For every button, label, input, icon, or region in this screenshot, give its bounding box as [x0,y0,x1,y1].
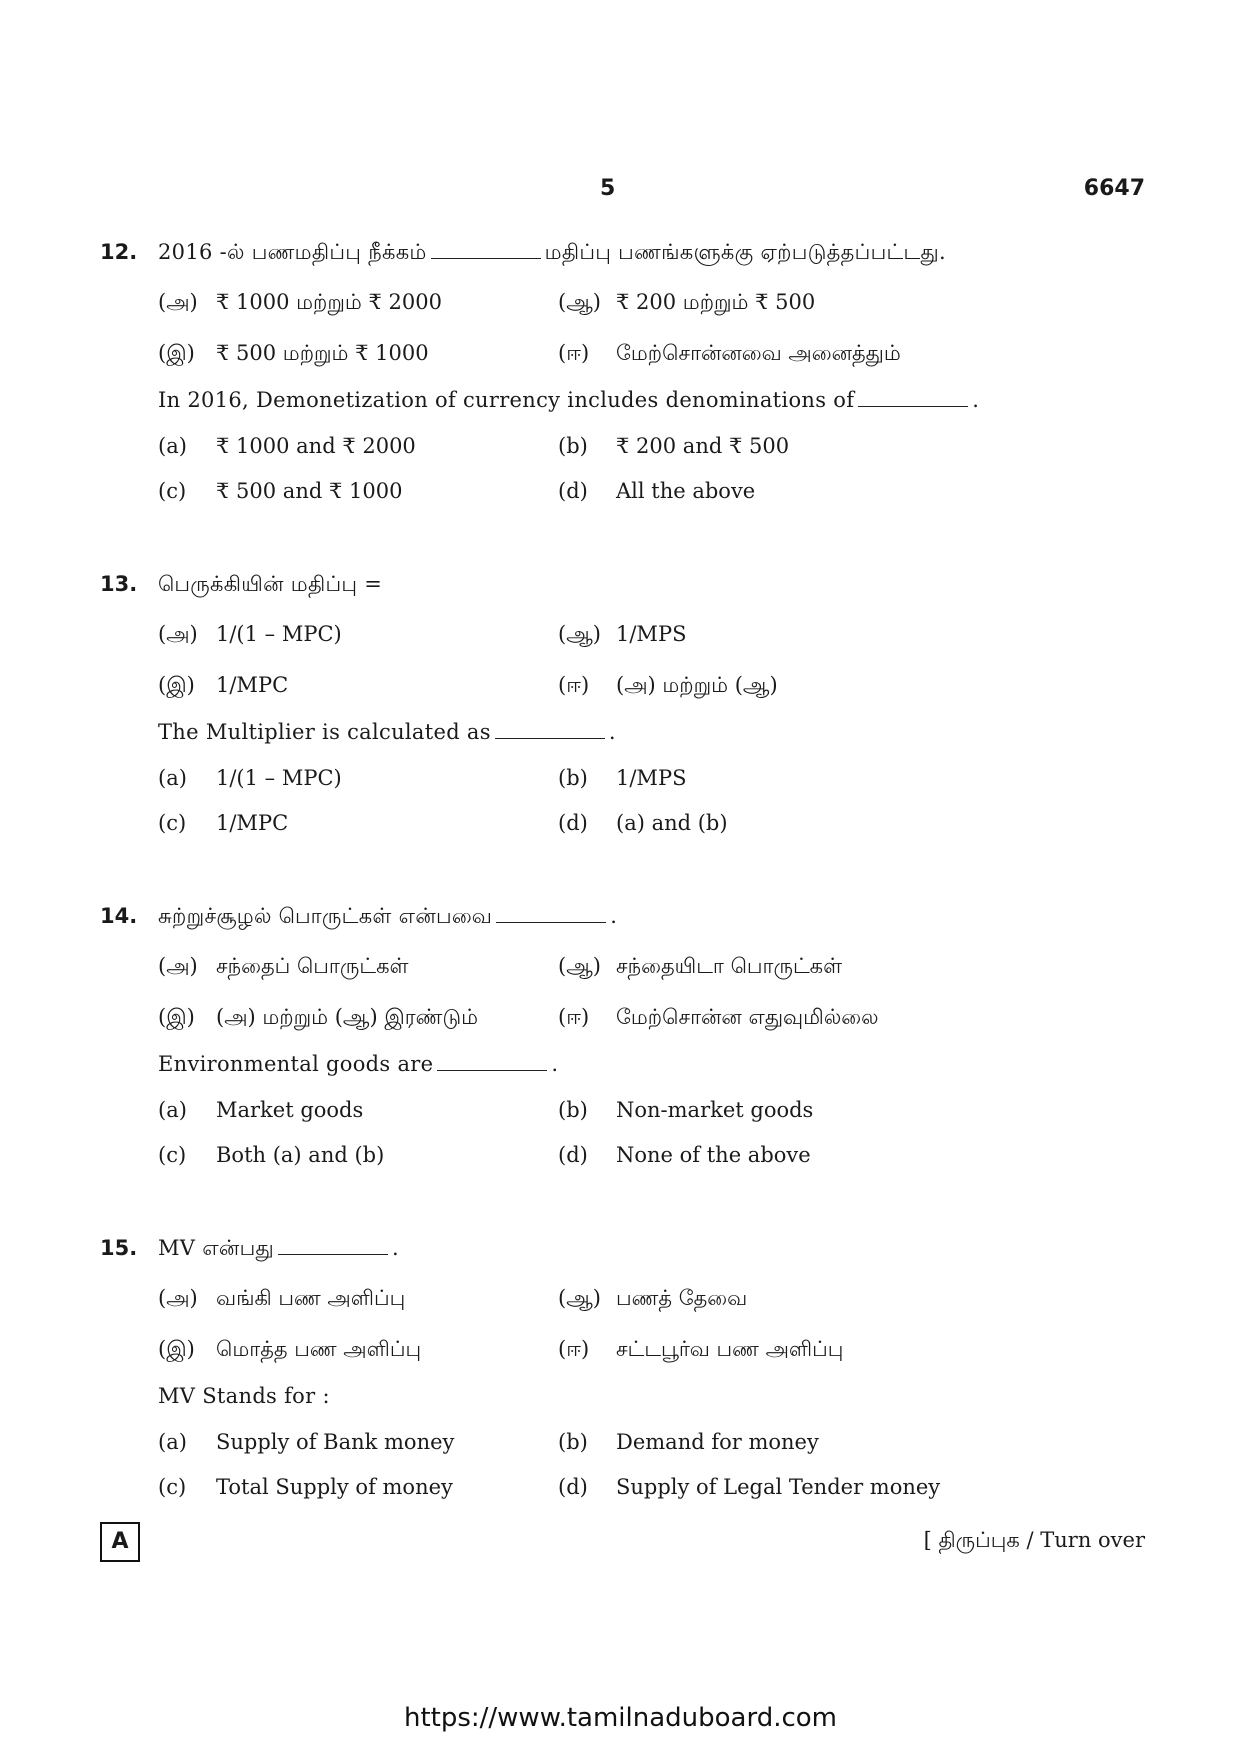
option-text: ₹ 1000 மற்றும் ₹ 2000 [216,290,442,314]
tamil-question: பெருக்கியின் மதிப்பு = [158,572,383,596]
option-text: மேற்சொன்ன எதுவுமில்லை [616,1005,879,1029]
tamil-option-4 [558,341,901,368]
option-label: (c) [158,479,187,503]
english-option-a [158,434,416,458]
answer-blank [278,1253,388,1255]
english-question: MV Stands for : [158,1384,330,1408]
option-label: (c) [158,1475,187,1499]
english-option-a [158,766,342,790]
english-question: The Multiplier is calculated as . [158,720,616,744]
option-label: (b) [558,766,588,790]
option-label: (c) [158,811,187,835]
option-label: (a) [158,766,187,790]
source-url: https://www.tamilnaduboard.com [403,1703,838,1733]
english-option-c [158,1475,453,1499]
answer-blank [495,737,605,739]
option-label: (ஈ) [558,1005,590,1029]
option-text: 1/(1 – MPC) [216,622,342,646]
answer-blank [858,405,968,407]
tamil-option-1 [158,1286,405,1313]
tamil-option-3 [158,1337,421,1364]
page-number: 5 [600,176,616,201]
answer-blank [431,257,541,259]
option-label: (இ) [158,1005,195,1029]
option-label: (d) [558,811,588,835]
option-label: (ஆ) [558,622,601,646]
option-text: None of the above [616,1143,811,1167]
english-option-c [158,811,288,835]
tamil-option-1 [158,622,342,649]
paper-code: 6647 [1083,176,1145,201]
english-option-a [158,1098,363,1122]
question-number: 14. [100,904,138,928]
option-text: Non-market goods [616,1098,814,1122]
english-question: In 2016, Demonetization of currency includes denominations of . [158,388,980,412]
option-label: (a) [158,434,187,458]
english-option-b [558,766,686,790]
option-text: ₹ 1000 and ₹ 2000 [216,434,416,458]
english-option-d [558,811,728,835]
option-text: Market goods [216,1098,364,1122]
english-option-c [158,479,402,503]
option-text: சந்தைப் பொருட்கள் [216,954,409,978]
option-label: (ஆ) [558,290,601,314]
option-label: (அ) [158,622,198,646]
option-label: (அ) [158,1286,198,1310]
tamil-question: 2016 -ல் பணமதிப்பு நீக்கம் மதிப்பு பணங்களுக்கு ஏற்படுத்தப்பட்டது. [158,240,947,264]
option-text: (அ) மற்றும் (ஆ) [616,673,778,697]
option-label: (d) [558,1475,588,1499]
option-text: Demand for money [616,1430,819,1454]
english-option-b [558,434,789,458]
option-text: 1/(1 – MPC) [216,766,342,790]
option-text: ₹ 500 and ₹ 1000 [216,479,403,503]
option-text: 1/MPS [616,622,687,646]
option-label: (ஈ) [558,1337,590,1361]
english-option-b [558,1098,813,1122]
option-text: Supply of Bank money [216,1430,455,1454]
option-label: (a) [158,1098,187,1122]
answer-blank [496,921,606,923]
tamil-option-1 [158,954,408,981]
answer-blank [437,1069,547,1071]
english-option-c [158,1143,384,1167]
option-text: All the above [616,479,756,503]
option-text: (a) and (b) [616,811,728,835]
tamil-option-2 [558,954,842,981]
tamil-option-2 [558,622,686,649]
option-text: சட்டபூர்வ பண அளிப்பு [616,1337,844,1361]
tamil-option-2 [558,290,815,317]
option-text: மொத்த பண அளிப்பு [216,1337,422,1361]
turn-over-note: [ திருப்புக / Turn over [923,1528,1145,1552]
option-label: (d) [558,1143,588,1167]
option-text: Both (a) and (b) [216,1143,385,1167]
question-number: 12. [100,240,138,264]
question-number: 15. [100,1236,138,1260]
option-text: Total Supply of money [216,1475,453,1499]
tamil-option-3 [158,673,288,700]
tamil-question: MV என்பது . [158,1236,400,1260]
option-text: பணத் தேவை [616,1286,748,1310]
english-option-a [158,1430,454,1454]
option-text: Supply of Legal Tender money [616,1475,941,1499]
english-question: Environmental goods are . [158,1052,559,1076]
option-label: (b) [558,1098,588,1122]
option-label: (b) [558,1430,588,1454]
option-label: (a) [158,1430,187,1454]
tamil-option-1 [158,290,442,317]
option-label: (ஆ) [558,1286,601,1310]
tamil-option-2 [558,1286,747,1313]
option-label: (அ) [158,290,198,314]
option-text: வங்கி பண அளிப்பு [216,1286,406,1310]
option-text: (அ) மற்றும் (ஆ) இரண்டும் [216,1005,478,1029]
english-option-b [558,1430,819,1454]
english-option-d [558,1475,940,1499]
option-text: ₹ 500 மற்றும் ₹ 1000 [216,341,429,365]
option-text: சந்தையிடா பொருட்கள் [616,954,843,978]
option-label: (அ) [158,954,198,978]
option-text: 1/MPC [216,673,289,697]
option-text: ₹ 200 and ₹ 500 [616,434,790,458]
option-label: (இ) [158,341,195,365]
question-number: 13. [100,572,138,596]
tamil-option-3 [158,341,429,368]
english-option-d [558,1143,811,1167]
option-label: (ஈ) [558,341,590,365]
tamil-question: சுற்றுச்சூழல் பொருட்கள் என்பவை . [158,904,618,928]
option-label: (இ) [158,673,195,697]
option-text: மேற்சொன்னவை அனைத்தும் [616,341,901,365]
tamil-option-4 [558,673,778,700]
option-label: (d) [558,479,588,503]
option-label: (c) [158,1143,187,1167]
option-label: (இ) [158,1337,195,1361]
tamil-option-4 [558,1005,879,1032]
tamil-option-4 [558,1337,843,1364]
option-text: 1/MPC [216,811,289,835]
option-label: (b) [558,434,588,458]
english-option-d [558,479,755,503]
option-text: ₹ 200 மற்றும் ₹ 500 [616,290,816,314]
version-box: A [100,1522,140,1562]
option-text: 1/MPS [616,766,687,790]
option-label: (ஆ) [558,954,601,978]
option-label: (ஈ) [558,673,590,697]
tamil-option-3 [158,1005,478,1032]
